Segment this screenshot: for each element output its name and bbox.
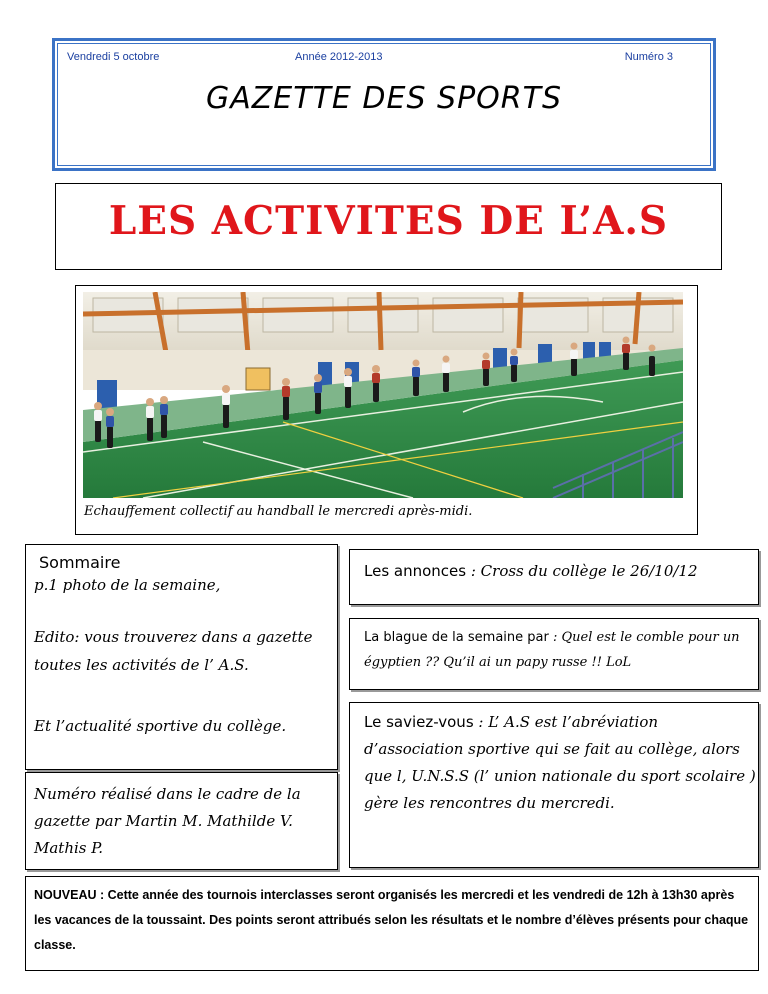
summary-title: Sommaire — [39, 553, 121, 572]
joke — [364, 625, 756, 675]
did-you-know-box — [349, 702, 759, 868]
credits-box — [25, 772, 338, 870]
page-headline: LES ACTIVITES DE L’A.S — [108, 198, 669, 244]
did-you-know-text: : L’ A.S est l’abréviation d’association sportive qui se fait au collège, alors que l, U.N.S.S (l’ union nationale du sport scolaire ) gère les rencontres du mercredi. — [364, 713, 756, 812]
edito-text: Edito: vous trouverez dans a gazette toutes les activités de l’ A.S. — [34, 628, 313, 674]
photo-frame — [75, 285, 698, 535]
announcements — [364, 562, 698, 580]
gazette-title: GAZETTE DES SPORTS — [205, 81, 562, 116]
joke-text: : Quel est le comble pour un égyptien ?? Qu’il ai un papy russe !! LoL — [364, 630, 740, 670]
issue-number: Numéro 3 — [624, 51, 673, 63]
issue-date: Vendredi 5 octobre — [67, 51, 160, 63]
joke-label: La blague de la semaine par — [364, 630, 549, 645]
photo-caption: Echauffement collectif au handball le mercredi après-midi. — [84, 504, 473, 519]
did-you-know-label: Le saviez-vous — [364, 713, 474, 731]
news-announcement-box — [25, 876, 759, 971]
news-line: Et l’actualité sportive du collège. — [34, 717, 287, 735]
school-year: Année 2012-2013 — [295, 51, 383, 63]
did-you-know — [364, 709, 756, 817]
news-announcement: NOUVEAU : Cette année des tournois interclasses seront organisés les mercredi et les vendredi de 12h à 13h30 après les vacances de la toussaint. Des points seront attribués selon les résultats et le nombre d’élèves présents pour chaque classe. — [34, 888, 749, 952]
announcements-box — [349, 549, 759, 605]
summary-box — [25, 544, 338, 770]
gym-photo-illustration — [83, 292, 683, 498]
summary-item: p.1 photo de la semaine, — [34, 576, 221, 594]
announcements-label: Les annonces — [364, 562, 467, 580]
masthead — [52, 38, 716, 171]
gym-photo — [83, 292, 683, 498]
joke-box — [349, 618, 759, 690]
credits-text: Numéro réalisé dans le cadre de la gazette par Martin M. Mathilde V. Mathis P. — [34, 785, 301, 857]
headline-box — [55, 183, 722, 270]
announcements-text: : Cross du collège le 26/10/12 — [466, 562, 698, 580]
